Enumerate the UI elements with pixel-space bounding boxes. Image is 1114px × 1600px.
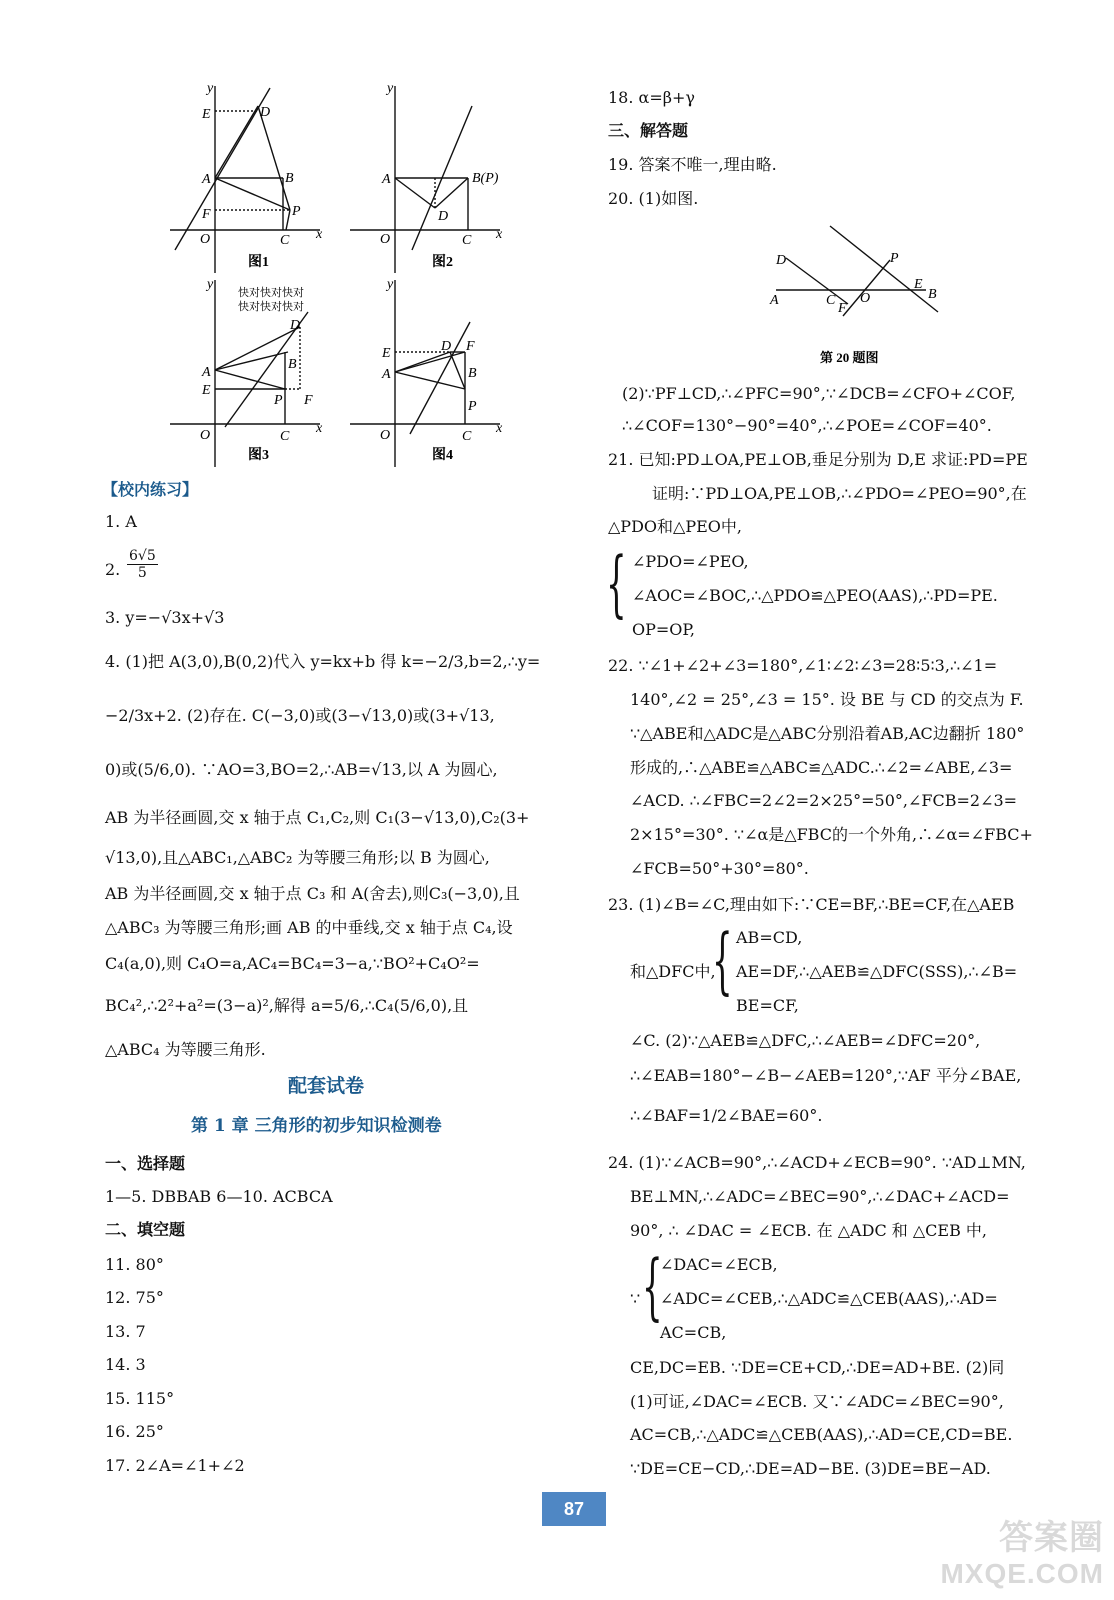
fig3-y-label: y — [207, 277, 214, 292]
watermark-logo-text: 答案圈 — [999, 1519, 1104, 1557]
answer-16: 16. 25° — [105, 1422, 164, 1441]
answer-21-line-1: 21. 已知:PD⊥OA,PE⊥OB,垂足分别为 D,E 求证:PD=PE — [608, 450, 1028, 469]
fig1-x-label: x — [316, 227, 323, 242]
fig4-d-label: D — [441, 339, 452, 354]
fig3-o-label: O — [200, 428, 211, 443]
answer-19: 19. 答案不唯一,理由略. — [608, 155, 777, 174]
section-title-supporting-tests: 配套试卷 — [288, 1075, 365, 1097]
fig1-c-label: C — [280, 233, 290, 248]
fig4-x-label: x — [496, 421, 503, 436]
fig3-b-label: B — [288, 357, 297, 372]
fig3-note-1: 快对快对快对 — [238, 287, 304, 299]
answer-23-line-6: ∴∠EAB=180°−∠B−∠AEB=120°,∵AF 平分∠BAE, — [630, 1066, 1022, 1085]
answer-21-line-3: △PDO和△PEO中, — [608, 517, 742, 536]
fig4-caption: 图4 — [432, 448, 453, 463]
fig2-d-label: D — [438, 209, 449, 224]
fig1-e-label: E — [202, 107, 211, 122]
answer-2-number: 2. — [105, 560, 121, 579]
fig4-p-label: P — [468, 399, 477, 414]
fig3-f-label: F — [304, 393, 313, 408]
answer-4-line-10: △ABC₄ 为等腰三角形. — [105, 1040, 266, 1059]
fig1-d-label: D — [260, 105, 271, 120]
answer-24-line-1: 24. (1)∵∠ACB=90°,∴∠ACD+∠ECB=90°. ∵AD⊥MN, — [608, 1153, 1026, 1172]
watermark-url: MXQE.COM — [940, 1558, 1104, 1589]
figure-20 — [768, 222, 958, 367]
answer-24-line-10: ∵DE=CE−CD,∴DE=AD−BE. (3)DE=BE−AD. — [630, 1459, 991, 1478]
fig2-y-label: y — [387, 81, 394, 96]
fig4-b-label: B — [468, 366, 477, 381]
figure-3 — [170, 272, 330, 467]
answer-4-line-9: BC₄²,∴2²+a²=(3−a)²,解得 a=5/6,∴C₄(5/6,0),且 — [105, 996, 469, 1015]
heading-fill-in: 二、填空题 — [105, 1220, 186, 1239]
figure-4 — [350, 272, 510, 467]
answer-4-line-3: 0)或(5/6,0). ∵AO=3,BO=2,∴AB=√13,以 A 为圆心, — [105, 760, 498, 779]
answer-4-line-1: 4. (1)把 A(3,0),B(0,2)代入 y=kx+b 得 k=−2/3,b=2,∴y= — [105, 652, 541, 671]
fig3-caption: 图3 — [248, 448, 269, 463]
fig20-b-label: B — [928, 287, 937, 302]
answer-23-prefix: 和△DFC中, — [630, 962, 716, 981]
answer-20: 20. (1)如图. — [608, 189, 699, 208]
fig3-x-label: x — [316, 421, 323, 436]
answer-22-line-2: 140°,∠2 = 25°,∠3 = 15°. 设 BE 与 CD 的交点为 F. — [630, 690, 1024, 709]
fig2-b-label: B(P) — [472, 171, 499, 186]
answer-21-brace-line-3: OP=OP, — [632, 620, 696, 639]
answer-17: 17. 2∠A=∠1+∠2 — [105, 1456, 245, 1475]
answer-4-line-4: AB 为半径画圆,交 x 轴于点 C₁,C₂,则 C₁(3−√13,0),C₂(3+ — [105, 808, 530, 827]
answer-22-line-4: 形成的,∴△ABE≌△ABC≌△ADC.∴∠2=∠ABE,∠3= — [630, 758, 1013, 777]
fig3-e-label: E — [202, 383, 211, 398]
answer-23-line-1: 23. (1)∠B=∠C,理由如下:∵CE=BF,∴BE=CF,在△AEB — [608, 895, 1015, 914]
answer-23-line-5: ∠C. (2)∵△AEB≌△DFC,∴∠AEB=∠DFC=20°, — [630, 1031, 981, 1050]
figure-2 — [350, 78, 510, 278]
answer-24-line-8: (1)可证,∠DAC=∠ECB. 又∵∠ADC=∠BEC=90°, — [630, 1392, 1004, 1411]
fig20-d-label: D — [776, 253, 787, 268]
fig4-e-label: E — [382, 346, 391, 361]
answer-23-brace-line-1: AB=CD, — [736, 928, 803, 947]
fig3-d-label: D — [290, 318, 301, 333]
answer-22-line-1: 22. ∵∠1+∠2+∠3=180°,∠1∶∠2∶∠3=28∶5∶3,∴∠1= — [608, 656, 998, 675]
page-number: 87 — [542, 1492, 606, 1526]
answer-24-brace: { — [642, 1244, 663, 1328]
answer-23-line-7: ∴∠BAF=1/2∠BAE=60°. — [630, 1106, 823, 1125]
fig2-a-label: A — [382, 172, 391, 187]
fig4-f-label: F — [466, 339, 475, 354]
fig20-p-label: P — [890, 251, 899, 266]
answer-4-line-7: △ABC₃ 为等腰三角形;画 AB 的中垂线,交 x 轴于点 C₄,设 — [105, 918, 513, 937]
answer-4-line-5: √13,0),且△ABC₁,△ABC₂ 为等腰三角形;以 B 为圆心, — [105, 848, 490, 867]
fig2-caption: 图2 — [432, 255, 453, 270]
answer-3: 3. y=−√3x+√3 — [105, 608, 225, 627]
fig1-a-label: A — [202, 172, 211, 187]
fig4-a-label: A — [382, 367, 391, 382]
answer-20-line-2: (2)∵PF⊥CD,∴∠PFC=90°,∵∠DCB=∠CFO+∠COF, — [622, 384, 1016, 403]
answer-24-line-2: BE⊥MN,∴∠ADC=∠BEC=90°,∴∠DAC+∠ACD= — [630, 1187, 1010, 1206]
fig20-o-label: O — [860, 291, 871, 306]
answers-1-10: 1—5. DBBAB 6—10. ACBCA — [105, 1187, 333, 1206]
answer-14: 14. 3 — [105, 1355, 146, 1374]
answer-21-brace-line-2: ∠AOC=∠BOC,∴△PDO≌△PEO(AAS),∴PD=PE. — [632, 586, 998, 605]
fig2-o-label: O — [380, 232, 391, 247]
answer-15: 15. 115° — [105, 1389, 175, 1408]
figure-1 — [170, 78, 330, 278]
heading-multiple-choice: 一、选择题 — [105, 1154, 186, 1173]
answer-22-line-6: 2×15°=30°. ∵∠α是△FBC的一个外角,∴∠α=∠FBC+ — [630, 825, 1033, 844]
fig3-c-label: C — [280, 429, 290, 444]
answer-11: 11. 80° — [105, 1255, 164, 1274]
fig1-y-label: y — [207, 81, 214, 96]
fig3-note-2: 快对快对快对 — [238, 301, 304, 313]
answer-21-line-2: 证明:∵PD⊥OA,PE⊥OB,∴∠PDO=∠PEO=90°,在 — [652, 484, 1027, 503]
answer-24-line-7: CE,DC=EB. ∵DE=CE+CD,∴DE=AD+BE. (2)同 — [630, 1358, 1005, 1377]
answer-20-line-3: ∴∠COF=130°−90°=40°,∴∠POE=∠COF=40°. — [622, 416, 992, 435]
answer-18: 18. α=β+γ — [608, 88, 695, 107]
answer-24-line-3: 90°, ∴ ∠DAC = ∠ECB. 在 △ADC 和 △CEB 中, — [630, 1221, 988, 1240]
answer-23-brace-line-3: BE=CF, — [736, 996, 799, 1015]
answer-24-brace-line-1: ∠DAC=∠ECB, — [660, 1255, 778, 1274]
answer-24-brace-line-3: AC=CB, — [660, 1323, 727, 1342]
answer-1: 1. A — [105, 512, 137, 531]
heading-solutions: 三、解答题 — [608, 121, 689, 140]
answer-24-line-9: AC=CB,∴△ADC≌△CEB(AAS),∴AD=CE,CD=BE. — [630, 1425, 1013, 1444]
answer-22-line-3: ∵△ABE和△ADC是△ABC分别沿着AB,AC边翻折 180° — [630, 724, 1025, 743]
fig3-p-label: P — [274, 393, 283, 408]
answer-2-denominator: 5 — [137, 565, 147, 581]
chapter-test-title: 第 1 章 三角形的初步知识检测卷 — [191, 1116, 442, 1136]
fig20-caption: 第 20 题图 — [820, 350, 879, 365]
answer-23-brace: { — [712, 918, 733, 1002]
answer-13: 13. 7 — [105, 1322, 146, 1341]
answer-24-brace-line-2: ∠ADC=∠CEB,∴△ADC≌△CEB(AAS),∴AD= — [660, 1289, 998, 1308]
fig1-caption: 图1 — [248, 255, 269, 270]
answer-2-fraction — [127, 548, 158, 581]
fig2-x-label: x — [496, 227, 503, 242]
fig1-p-label: P — [292, 204, 301, 219]
fig1-o-label: O — [200, 232, 211, 247]
fig1-b-label: B — [285, 171, 294, 186]
fig3-a-label: A — [202, 365, 211, 380]
answer-23-brace-line-2: AE=DF,∴△AEB≌△DFC(SSS),∴∠B= — [736, 962, 1018, 981]
answer-22-line-5: ∠ACD. ∴∠FBC=2∠2=2×25°=50°,∠FCB=2∠3= — [630, 791, 1018, 810]
answer-4-line-8: C₄(a,0),则 C₄O=a,AC₄=BC₄=3−a,∵BO²+C₄O²= — [105, 954, 480, 973]
fig4-o-label: O — [380, 428, 391, 443]
answer-21-brace: { — [606, 541, 627, 625]
fig20-f-label: F — [838, 301, 847, 316]
section-school-practice: 【校内练习】 — [102, 480, 199, 499]
fig4-c-label: C — [462, 429, 472, 444]
fig4-y-label: y — [387, 277, 394, 292]
fig20-c-label: C — [826, 293, 836, 308]
answer-2-numerator: 6√5 — [129, 548, 156, 564]
answer-21-brace-line-1: ∠PDO=∠PEO, — [632, 552, 749, 571]
fig1-f-label: F — [202, 207, 211, 222]
answer-12: 12. 75° — [105, 1288, 164, 1307]
watermark — [940, 1520, 1104, 1592]
answer-22-line-7: ∠FCB=50°+30°=80°. — [630, 859, 809, 878]
answer-24-prefix: ∵ — [630, 1289, 641, 1308]
answer-4-line-6: AB 为半径画圆,交 x 轴于点 C₃ 和 A(舍去),则C₃(−3,0),且 — [105, 884, 520, 903]
answer-4-line-2: −2/3x+2. (2)存在. C(−3,0)或(3−√13,0)或(3+√13, — [105, 706, 495, 725]
fig2-c-label: C — [462, 233, 472, 248]
fig20-a-label: A — [770, 293, 779, 308]
fig20-e-label: E — [914, 277, 923, 292]
